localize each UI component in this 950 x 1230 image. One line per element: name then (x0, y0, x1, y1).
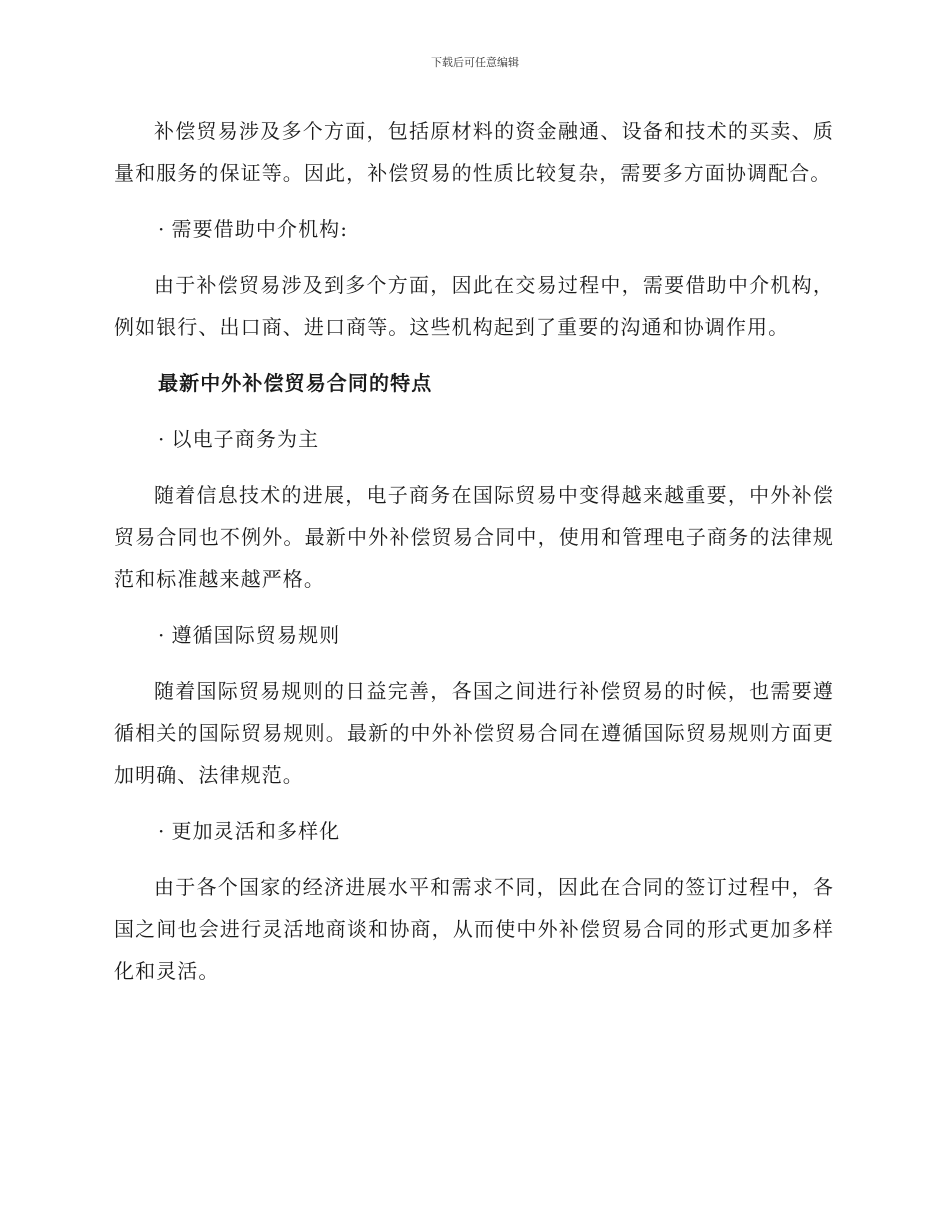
paragraph-compensation-trade-aspects: 补偿贸易涉及多个方面，包括原材料的资金融通、设备和技术的买卖、质量和服务的保证等。因此，补偿贸易的性质比较复杂，需要多方面协调配合。 (114, 119, 834, 185)
bullet-marker: · (158, 623, 166, 647)
section-heading: 最新中外补偿贸易合同的特点 (158, 371, 433, 395)
bullet-e-commerce (114, 418, 834, 460)
document-body (114, 110, 834, 1006)
bullet-trade-rules (114, 614, 834, 656)
page-header: 下载后可任意编辑 (431, 56, 519, 69)
bullet-marker: · (158, 427, 166, 451)
paragraph-intermediary: 由于补偿贸易涉及到多个方面，因此在交易过程中，需要借助中介机构，例如银行、出口商、进口商等。这些机构起到了重要的沟通和协调作用。 (114, 273, 834, 339)
bullet-marker: · (158, 217, 166, 241)
bullet-intermediary-needed (114, 208, 834, 250)
bullet-text: 以电子商务为主 (171, 427, 320, 451)
paragraph-trade-rules: 随着国际贸易规则的日益完善，各国之间进行补偿贸易的时候，也需要遵循相关的国际贸易规则。最新的中外补偿贸易合同在遵循国际贸易规则方面更加明确、法律规范。 (114, 679, 834, 787)
bullet-text: 需要借助中介机构: (171, 217, 349, 241)
paragraph-flexible-diverse: 由于各个国家的经济进展水平和需求不同，因此在合同的签订过程中，各国之间也会进行灵活地商谈和协商，从而使中外补偿贸易合同的形式更加多样化和灵活。 (114, 875, 834, 983)
bullet-flexible-diverse (114, 810, 834, 852)
bullet-marker: · (158, 819, 166, 843)
paragraph-e-commerce: 随着信息技术的进展，电子商务在国际贸易中变得越来越重要，中外补偿贸易合同也不例外。最新中外补偿贸易合同中，使用和管理电子商务的法律规范和标准越来越严格。 (114, 483, 834, 591)
bullet-text: 遵循国际贸易规则 (171, 623, 341, 647)
bullet-text: 更加灵活和多样化 (171, 819, 341, 843)
